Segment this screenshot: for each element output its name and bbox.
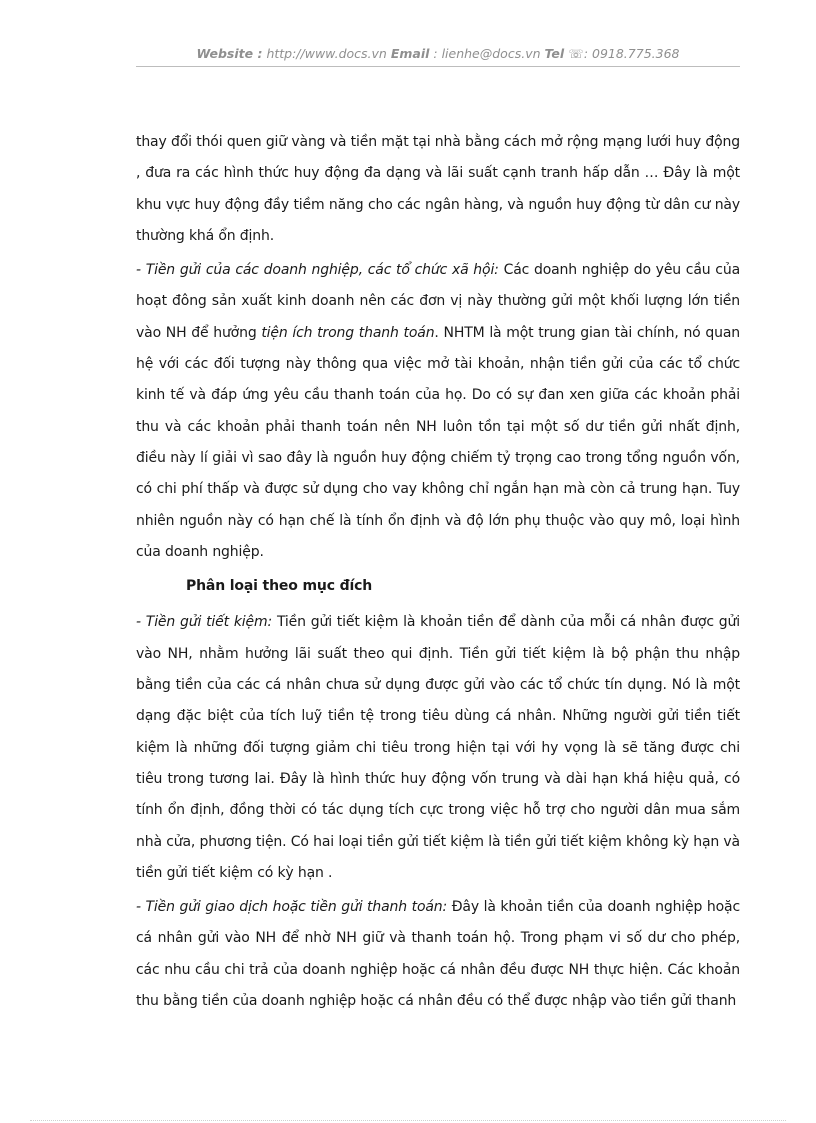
savings-deposits-text: Tiền gửi tiết kiệm là khoản tiền để dành của mỗi cá nhân được gửi vào NH, nhằm hưởng lãi suất theo qui định. Tiền gửi tiết kiệm là bộ phận thu nhập bằng tiền của các cá nhân chưa sử dụng được gửi vào các tổ chức tín dụng. Nó là một dạng đặc biệt của tích luỹ tiền tệ trong tiêu dùng cá nhân. Những người gửi tiền tiết kiệm là những đối tượng giảm chi tiêu trong hiện tại với hy vọng là sẽ tăng được chi tiêu trong tương lai. Đây là hình thức huy động vốn trung và dài hạn khá hiệu quả, có tính ổn định, đồng thời có tác dụng tích cực trong việc hỗ trợ cho người dân mua sắm nhà cửa, phương tiện. Có hai loại tiền gửi tiết kiệm là tiền gửi tiết kiệm không kỳ hạn và tiền gửi tiết kiệm có kỳ hạn .	[136, 614, 740, 881]
paragraph-transaction-deposits	[136, 892, 740, 1017]
document-body	[136, 127, 740, 1020]
website-label: Website :	[196, 46, 263, 61]
enterprise-deposits-text-b: . NHTM là một trung gian tài chính, nó quan hệ với các đối tượng này thông qua việc mở tài khoản, nhận tiền gửi của các tổ chức kinh tế và đáp ứng yêu cầu thanh toán của họ. Do có sự đan xen giữa các khoản phải thu và các khoản phải thanh toán nên NH luôn tồn tại một số dư tiền gửi nhất định, điều này lí giải vì sao đây là nguồn huy động chiếm tỷ trọng cao trong tổng nguồn vốn, có chi phí thấp và được sử dụng cho vay không chỉ ngắn hạn mà còn cả trung hạn. Tuy nhiên nguồn này có hạn chế là tính ổn định và độ lớn phụ thuộc vào quy mô, loại hình của doanh nghiệp.	[136, 324, 740, 560]
enterprise-deposits-italic: tiện ích trong thanh toán	[261, 324, 435, 341]
page-header	[136, 46, 740, 61]
footer-divider	[30, 1120, 786, 1121]
paragraph-enterprise-deposits	[136, 255, 740, 568]
website-url[interactable]: http://www.docs.vn	[266, 46, 387, 61]
enterprise-deposits-text-a: Các doanh nghiệp do yêu cầu của hoạt đông sản xuất kinh doanh nên các đơn vị này thường gửi một khối lượng lớn tiền vào NH để hưởng	[136, 262, 741, 341]
savings-deposits-lead: - Tiền gửi tiết kiệm:	[136, 614, 273, 631]
enterprise-deposits-lead: - Tiền gửi của các doanh nghiệp, các tổ chức xã hội:	[136, 262, 499, 279]
section-heading: Phân loại theo mục đích	[186, 578, 373, 595]
paragraph-savings-deposits	[136, 607, 740, 889]
transaction-deposits-lead: - Tiền gửi giao dịch hoặc tiền gửi thanh toán:	[136, 899, 448, 916]
paragraph-residents: thay đổi thói quen giữ vàng và tiền mặt tại nhà bằng cách mở rộng mạng lưới huy động , đưa ra các hình thức huy động đa dạng và lãi suất cạnh tranh hấp dẫn … Đây là một khu vực huy động đầy tiềm năng cho các ngân hàng, và nguồn huy động từ dân cư này thường khá ổn định.	[136, 134, 740, 244]
header-divider	[136, 66, 740, 67]
email-label: Email	[390, 46, 430, 61]
phone-icon: ☏	[568, 46, 584, 61]
tel-number: : 0918.775.368	[583, 46, 680, 61]
tel-label: Tel	[544, 46, 565, 61]
transaction-deposits-text: Đây là khoản tiền của doanh nghiệp hoặc cá nhân gửi vào NH để nhờ NH giữ và thanh toán hộ. Trong phạm vi số dư cho phép, các nhu cầu chi trả của doanh nghiệp hoặc cá nhân đều được NH thực hiện. Các khoản thu bằng tiền của doanh nghiệp hoặc cá nhân đều có thể được nhập vào tiền gửi thanh	[136, 899, 740, 1010]
email-address[interactable]: : lienhe@docs.vn	[433, 46, 541, 61]
